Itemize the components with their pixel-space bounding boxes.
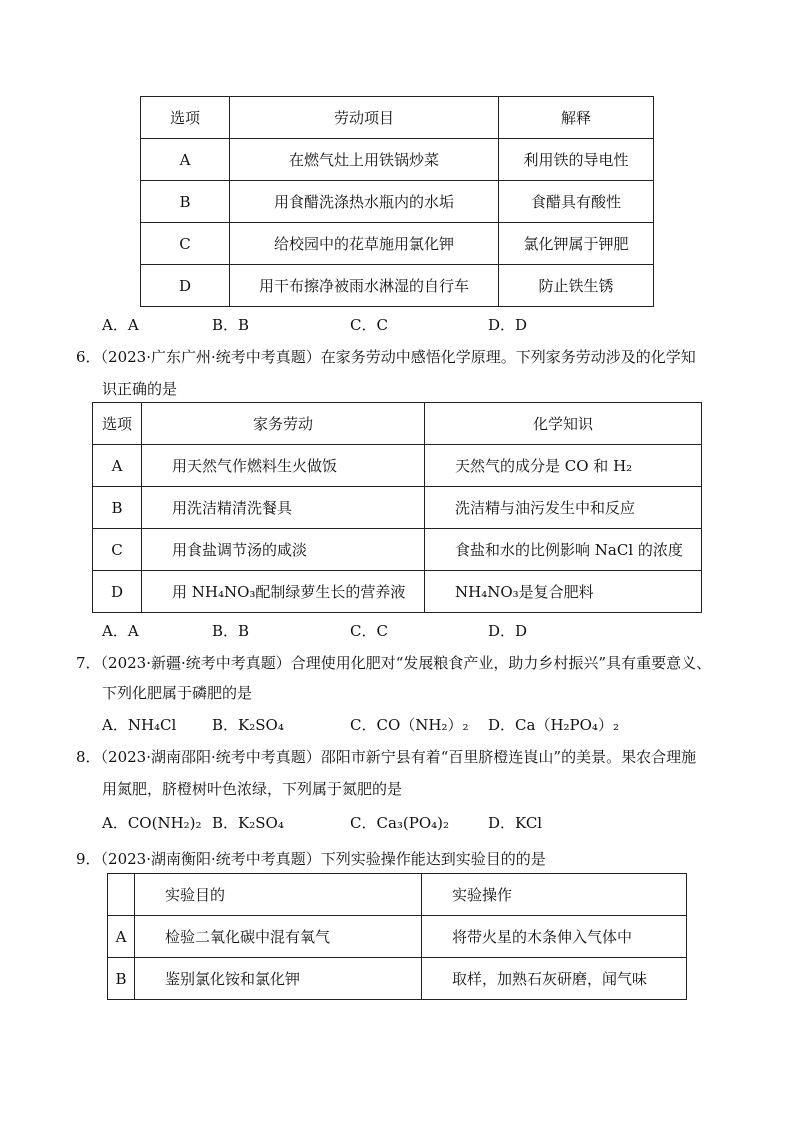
q6-options (102, 620, 527, 641)
question-number: 7． (76, 654, 101, 672)
table-cell: C (141, 223, 230, 265)
question-6-line2: 识正确的是 (102, 380, 178, 398)
table-cell: 用食盐调节汤的咸淡 (142, 529, 425, 571)
table-cell: B (141, 181, 230, 223)
table-cell: NH₄NO₃是复合肥料 (425, 571, 702, 613)
header-cell (108, 874, 135, 916)
option-c[interactable]: C．C (350, 622, 388, 640)
question-number: 9． (76, 850, 101, 868)
table-cell: A (93, 445, 142, 487)
header-cell: 选项 (93, 403, 142, 445)
header-cell: 家务劳动 (142, 403, 425, 445)
option-d[interactable]: D．KCl (488, 814, 543, 832)
option-c[interactable]: C．Ca₃(PO₄)₂ (350, 814, 450, 832)
table-cell: 食醋具有酸性 (499, 181, 654, 223)
table-cell: 防止铁生锈 (499, 265, 654, 307)
table-cell: 天然气的成分是 CO 和 H₂ (425, 445, 702, 487)
table-cell: A (141, 139, 230, 181)
table-cell: 用食醋洗涤热水瓶内的水垢 (230, 181, 499, 223)
question-number: 8． (76, 748, 101, 766)
table-row (141, 265, 654, 307)
q7-options (102, 714, 619, 735)
table-row (93, 571, 702, 613)
table-cell: 食盐和水的比例影响 NaCl 的浓度 (425, 529, 702, 571)
table-cell: C (93, 529, 142, 571)
q5-options (102, 314, 527, 335)
table-cell: D (141, 265, 230, 307)
table-row (93, 445, 702, 487)
header-cell: 解释 (499, 97, 654, 139)
table-q6 (92, 402, 702, 613)
question-7-line2: 下列化肥属于磷肥的是 (102, 684, 253, 702)
table-cell: A (108, 916, 135, 958)
table-cell: 用天然气作燃料生火做饭 (142, 445, 425, 487)
option-c[interactable]: C．CO（NH₂）₂ (350, 716, 469, 734)
question-source: （2023·新疆·统考中考真题） (100, 654, 291, 672)
table-q9 (107, 873, 687, 1000)
question-text: 邵阳市新宁县有着“百里脐橙连崀山”的美景。果农合理施 (320, 748, 697, 766)
header-cell: 实验操作 (422, 874, 687, 916)
header-cell: 选项 (141, 97, 230, 139)
question-text: 在家务劳动中感悟化学原理。下列家务劳动涉及的化学知 (320, 348, 696, 366)
table-cell: 取样，加熟石灰研磨，闻气味 (422, 958, 687, 1000)
question-source: （2023·湖南邵阳·统考中考真题） (100, 748, 321, 766)
option-c[interactable]: C．C (350, 316, 388, 334)
table-row (93, 487, 702, 529)
table-cell: 将带火星的木条伸入气体中 (422, 916, 687, 958)
question-6-line1 (76, 346, 696, 367)
question-number: 6． (76, 348, 101, 366)
table-cell: D (93, 571, 142, 613)
question-text: 合理使用化肥对“发展粮食产业，助力乡村振兴”具有重要意义、 (290, 654, 712, 672)
table-row (141, 223, 654, 265)
option-a[interactable]: A．A (102, 622, 139, 640)
table-header-row (108, 874, 687, 916)
table-cell: B (93, 487, 142, 529)
option-b[interactable]: B．B (212, 622, 250, 640)
question-9-line1 (76, 848, 546, 869)
table-cell: 检验二氧化碳中混有氧气 (135, 916, 422, 958)
table-row (108, 958, 687, 1000)
option-b[interactable]: B．K₂SO₄ (212, 716, 284, 734)
table-cell: 利用铁的导电性 (499, 139, 654, 181)
option-b[interactable]: B．K₂SO₄ (212, 814, 284, 832)
question-text: 下列实验操作能达到实验目的的是 (320, 850, 546, 868)
table-cell: 在燃气灶上用铁锅炒菜 (230, 139, 499, 181)
question-7-line1 (76, 652, 711, 673)
table-cell: 用 NH₄NO₃配制绿萝生长的营养液 (142, 571, 425, 613)
question-8-line2: 用氮肥，脐橙树叶色浓绿，下列属于氮肥的是 (102, 780, 403, 798)
table-cell: 给校园中的花草施用氯化钾 (230, 223, 499, 265)
header-cell: 实验目的 (135, 874, 422, 916)
option-d[interactable]: D．D (488, 622, 528, 640)
table-cell: 氯化钾属于钾肥 (499, 223, 654, 265)
option-d[interactable]: D．Ca（H₂PO₄）₂ (488, 716, 619, 734)
question-source: （2023·湖南衡阳·统考中考真题） (100, 850, 321, 868)
option-a[interactable]: A．CO(NH₂)₂ (102, 814, 202, 832)
question-source: （2023·广东广州·统考中考真题） (100, 348, 321, 366)
header-cell: 化学知识 (425, 403, 702, 445)
table-header-row (141, 97, 654, 139)
option-a[interactable]: A．NH₄Cl (102, 716, 177, 734)
option-a[interactable]: A．A (102, 316, 139, 334)
table-cell: 洗洁精与油污发生中和反应 (425, 487, 702, 529)
table-row (108, 916, 687, 958)
option-d[interactable]: D．D (488, 316, 528, 334)
table-cell: 鉴别氯化铵和氯化钾 (135, 958, 422, 1000)
table-cell: 用干布擦净被雨水淋湿的自行车 (230, 265, 499, 307)
table-q5 (140, 96, 654, 307)
table-header-row (93, 403, 702, 445)
table-row (93, 529, 702, 571)
header-cell: 劳动项目 (230, 97, 499, 139)
table-row (141, 139, 654, 181)
table-row (141, 181, 654, 223)
q8-options (102, 812, 542, 833)
question-8-line1 (76, 746, 696, 767)
table-cell: B (108, 958, 135, 1000)
option-b[interactable]: B．B (212, 316, 250, 334)
table-cell: 用洗洁精清洗餐具 (142, 487, 425, 529)
